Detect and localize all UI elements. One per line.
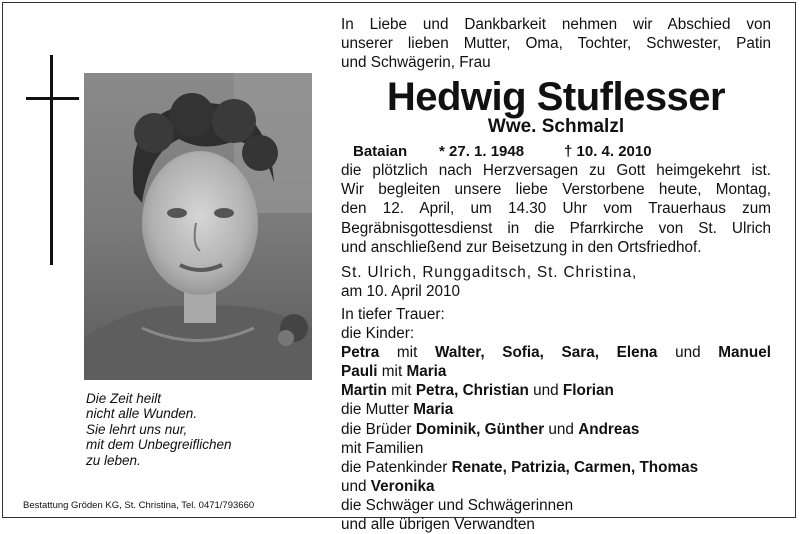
origin-name: Bataian <box>353 143 408 161</box>
cross-vertical-bar <box>50 55 53 265</box>
mourning-intro: In tiefer Trauer: <box>341 305 445 323</box>
family-line-godchildren-last: und Veronika <box>341 477 435 495</box>
place-line: St. Ulrich, Runggaditsch, St. Christina, <box>341 263 638 281</box>
life-dates <box>341 142 771 161</box>
intro-line: In Liebe und Dankbarkeit nehmen wir Abschied von <box>341 16 771 33</box>
family-line-inlaws: die Schwäger und Schwägerinnen <box>341 496 574 514</box>
intro-line: und Schwägerin, Frau <box>341 54 491 72</box>
family-line-pauli: Pauli mit Maria <box>341 363 447 381</box>
memorial-quote <box>86 391 316 468</box>
family-line-relatives: und alle übrigen Verwandten <box>341 515 535 533</box>
widow-name: Wwe. Schmalzl <box>487 116 625 138</box>
notice-line: Wir begleiten unsere liebe Verstorbene heute, Montag, <box>341 181 771 199</box>
quote-line: Sie lehrt uns nur, <box>86 421 188 437</box>
notice-line: und anschließend zur Beisetzung in den Ortsfriedhof. <box>341 238 702 256</box>
quote-line: mit dem Unbegreiflichen <box>86 437 232 453</box>
cross-horizontal-bar <box>26 97 79 100</box>
intro-line: unserer lieben Mutter, Oma, Tochter, Schwester, Patin <box>341 35 771 53</box>
family-line-mother: die Mutter Maria <box>341 401 454 419</box>
family-line-families: mit Familien <box>341 439 424 457</box>
portrait-photo <box>84 73 312 380</box>
quote-line: Die Zeit heilt <box>86 391 162 406</box>
family-line-brothers: die Brüder Dominik, Günther und Andreas <box>341 420 640 438</box>
funeral-home-credit: Bestattung Gröden KG, St. Christina, Tel. 0471/793660 <box>23 500 255 511</box>
birth-date: * 27. 1. 1948 <box>439 143 525 161</box>
notice-line: Begräbnisgottesdienst in die Pfarrkirche von St. Ulrich <box>341 219 771 237</box>
date-line: am 10. April 2010 <box>341 282 461 300</box>
notice-line: den 12. April, um 14.30 Uhr vom Trauerhaus zum <box>341 200 771 218</box>
deceased-name: Hedwig Stuflesser <box>386 75 726 120</box>
notice-text-column <box>341 15 771 534</box>
children-intro: die Kinder: <box>341 325 415 343</box>
portrait-illustration <box>84 73 312 380</box>
quote-line: zu leben. <box>86 452 141 468</box>
family-line-godchildren: die Patenkinder Renate, Patrizia, Carmen, Thomas <box>341 458 699 476</box>
notice-line: die plötzlich nach Herzversagen zu Gott heimgekehrt ist. <box>341 162 771 180</box>
family-line-petra: Petra mit Walter, Sofia, Sara, Elena und Manuel <box>341 344 771 362</box>
family-line-martin: Martin mit Petra, Christian und Florian <box>341 382 614 400</box>
quote-line: nicht alle Wunden. <box>86 406 198 422</box>
death-date: † 10. 4. 2010 <box>564 143 652 161</box>
